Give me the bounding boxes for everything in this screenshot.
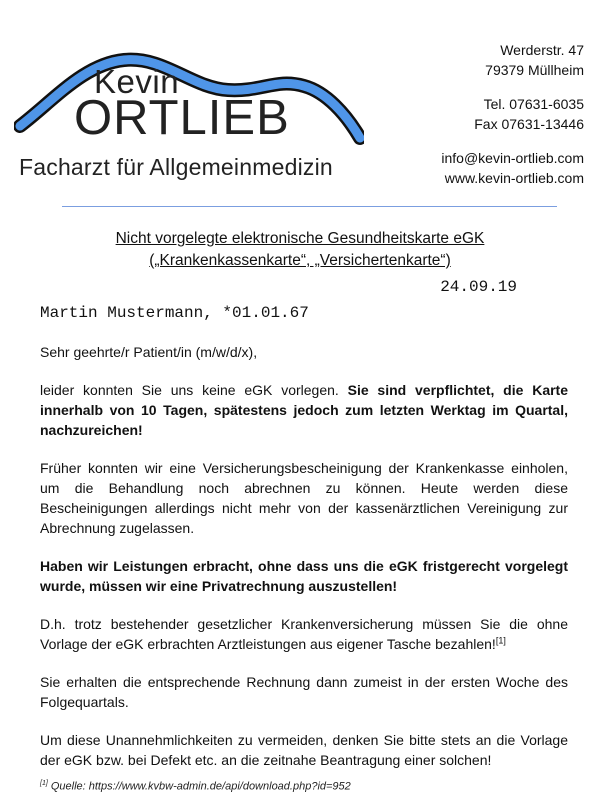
footnote xyxy=(40,780,351,793)
title-line-2: („Krankenkassenkarte“, „Versichertenkarte“) xyxy=(149,252,451,269)
footnote-ref: [1] xyxy=(40,780,48,787)
logo-subtitle: Facharzt für Allgemeinmedizin xyxy=(19,154,333,180)
document-title xyxy=(0,228,600,272)
paragraph-private-invoice: Haben wir Leistungen erbracht, ohne dass uns die eGK fristgerecht vorgelegt wurde, müssen wir eine Privatrechnung auszustellen! xyxy=(40,558,568,594)
paragraph-advice: Um diese Unannehmlichkeiten zu vermeiden, denken Sie bitte stets an die Vorlage der eGK bzw. bei Defekt etc. an die zeitnahe Beantragung einer solchen! xyxy=(40,732,568,768)
logo-first-name: Kevin xyxy=(94,63,180,100)
paragraph-obligation: leider konnten Sie uns keine eGK vorlegen. Sie sind verpflichtet, die Karte innerhalb von 10 Tagen, spätestens jedoch zum letzten Werktag im Quartal, nachzureichen! xyxy=(40,382,569,438)
practice-logo xyxy=(14,30,364,190)
letter-body xyxy=(40,342,568,788)
contact-block xyxy=(441,41,584,188)
footnote-source: Quelle: https://www.kvbw-admin.de/api/download.php?id=952 xyxy=(47,780,351,793)
paragraph-invoice-timing: Sie erhalten die entsprechende Rechnung dann zumeist in der ersten Woche des Folgequartals. xyxy=(40,674,568,710)
header-divider xyxy=(62,206,557,207)
paragraph-history: Früher konnten wir eine Versicherungsbescheinigung der Krankenkasse einholen, um die Behandlung noch abrechnen zu können. Heute werden diese Bescheinigungen allerdings nicht mehr von der kassenärztlichen Vereinigung zur Abrechnung zugelassen. xyxy=(40,460,568,536)
salutation: Sehr geehrte/r Patient/in (m/w/d/x), xyxy=(40,344,258,360)
contact-website[interactable]: www.kevin-ortlieb.com xyxy=(444,169,584,186)
logo-last-name: ORTLIEB xyxy=(74,91,290,145)
footnote-marker: [1] xyxy=(495,635,506,646)
patient-line: Martin Mustermann, *01.01.67 xyxy=(40,304,309,322)
paragraph-self-pay: D.h. trotz bestehender gesetzlicher Krankenversicherung müssen Sie die ohne Vorlage der eGK erbrachten Arztleistungen aus eigener Tasche bezahlen![1] xyxy=(40,616,568,652)
contact-email[interactable]: info@kevin-ortlieb.com xyxy=(441,150,584,166)
contact-street: Werderstr. 47 xyxy=(500,42,584,58)
contact-phone: Tel. 07631-6035 xyxy=(483,96,584,112)
contact-city: 79379 Müllheim xyxy=(485,61,584,78)
letter-date: 24.09.19 xyxy=(440,278,517,296)
title-line-1: Nicht vorgelegte elektronische Gesundheitskarte eGK xyxy=(115,230,485,247)
contact-fax: Fax 07631-13446 xyxy=(474,115,584,132)
obligation-emphasis: Sie sind verpflichtet, die Karte innerhalb von 10 Tagen, spätestens jedoch zum letzten Werktag im Quartal, nachzureichen! xyxy=(40,382,569,438)
